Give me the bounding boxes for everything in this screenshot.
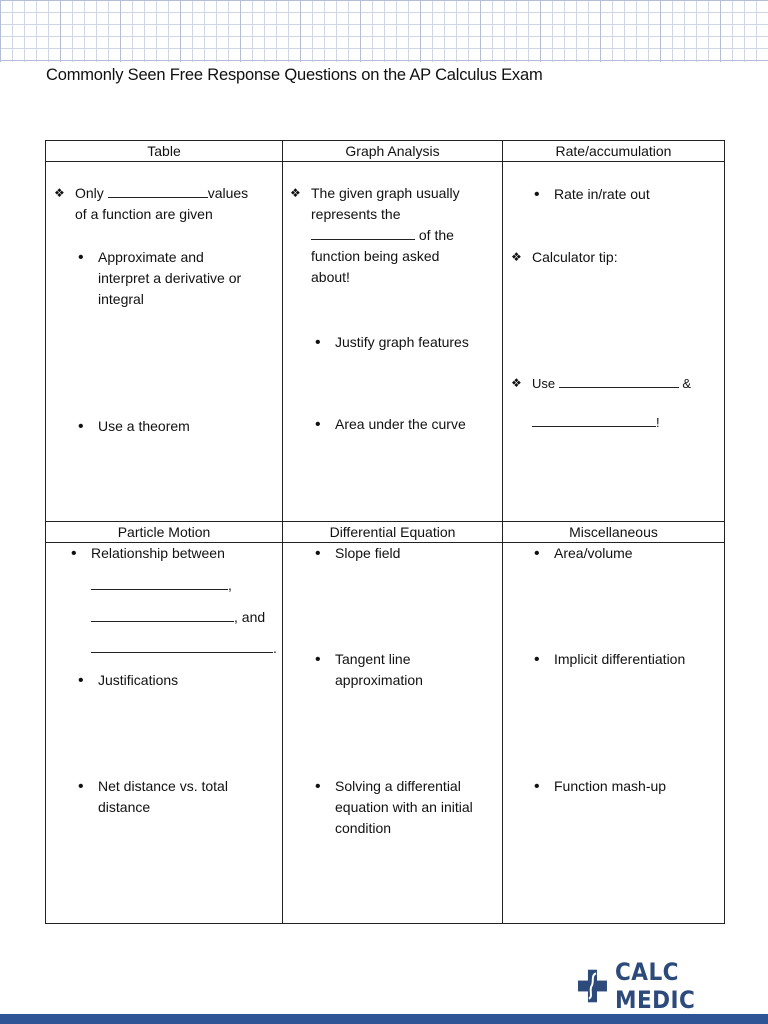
header-rate-accumulation: Rate/accumulation [503, 141, 725, 162]
particle-blank-2: , and [91, 607, 265, 628]
cell-particle-motion [46, 543, 283, 924]
rate-in-out-item: • Rate in/rate out [554, 184, 650, 205]
header-differential-equation: Differential Equation [283, 522, 503, 543]
fill-blank [559, 373, 679, 388]
cell-rate-accumulation [503, 162, 725, 522]
frq-table [45, 140, 725, 924]
fill-blank [532, 412, 656, 427]
fill-blank [108, 183, 208, 198]
cell-differential-equation [283, 543, 503, 924]
particle-relationship-item: • Relationship between [91, 543, 225, 564]
particle-distance-item: • Net distance vs. total distance [98, 776, 228, 818]
medical-cross-icon [578, 968, 607, 1004]
diffeq-tangent-item: • Tangent line approximation [335, 649, 423, 691]
table-approx-item: • Approximate and interpret a derivative or integral [98, 247, 241, 310]
fill-blank [91, 607, 234, 622]
header-graph-analysis: Graph Analysis [283, 141, 503, 162]
rate-use-item: ❖ Use & [532, 373, 691, 394]
graph-area-item: • Area under the curve [335, 414, 466, 435]
graph-paper-header [0, 0, 768, 62]
misc-implicit-item: • Implicit differentiation [554, 649, 685, 670]
table-only-line2: of a function are given [75, 206, 213, 222]
cell-miscellaneous [503, 543, 725, 924]
graph-given-item: ❖ The given graph usually represents the of the function being asked about! [311, 183, 460, 288]
footer-bar [0, 1014, 768, 1024]
fill-blank [91, 638, 273, 653]
misc-mashup-item: • Function mash-up [554, 776, 666, 797]
header-miscellaneous: Miscellaneous [503, 522, 725, 543]
cell-graph-analysis [283, 162, 503, 522]
particle-blank-3: . [91, 638, 277, 659]
particle-blank-1: , [91, 575, 232, 596]
rate-use-line2: ! [532, 412, 660, 433]
fill-blank [311, 225, 415, 240]
page-title: Commonly Seen Free Response Questions on the AP Calculus Exam [46, 66, 543, 84]
calc-medic-logo [578, 958, 768, 1014]
header-particle-motion: Particle Motion [46, 522, 283, 543]
table-theorem-item: • Use a theorem [98, 416, 190, 437]
particle-justifications-item: • Justifications [98, 670, 178, 691]
graph-justify-item: • Justify graph features [335, 332, 469, 353]
fill-blank [91, 575, 228, 590]
header-table: Table [46, 141, 283, 162]
table-only-item: ❖ Only values [75, 183, 248, 204]
misc-area-volume-item: • Area/volume [554, 543, 633, 564]
diffeq-slope-item: • Slope field [335, 543, 400, 564]
diffeq-solving-item: • Solving a differential equation with an initial condition [335, 776, 473, 839]
cell-table [46, 162, 283, 522]
rate-calc-tip-item: ❖ Calculator tip: [532, 247, 618, 268]
logo-text: CALC MEDIC [614, 958, 696, 1014]
